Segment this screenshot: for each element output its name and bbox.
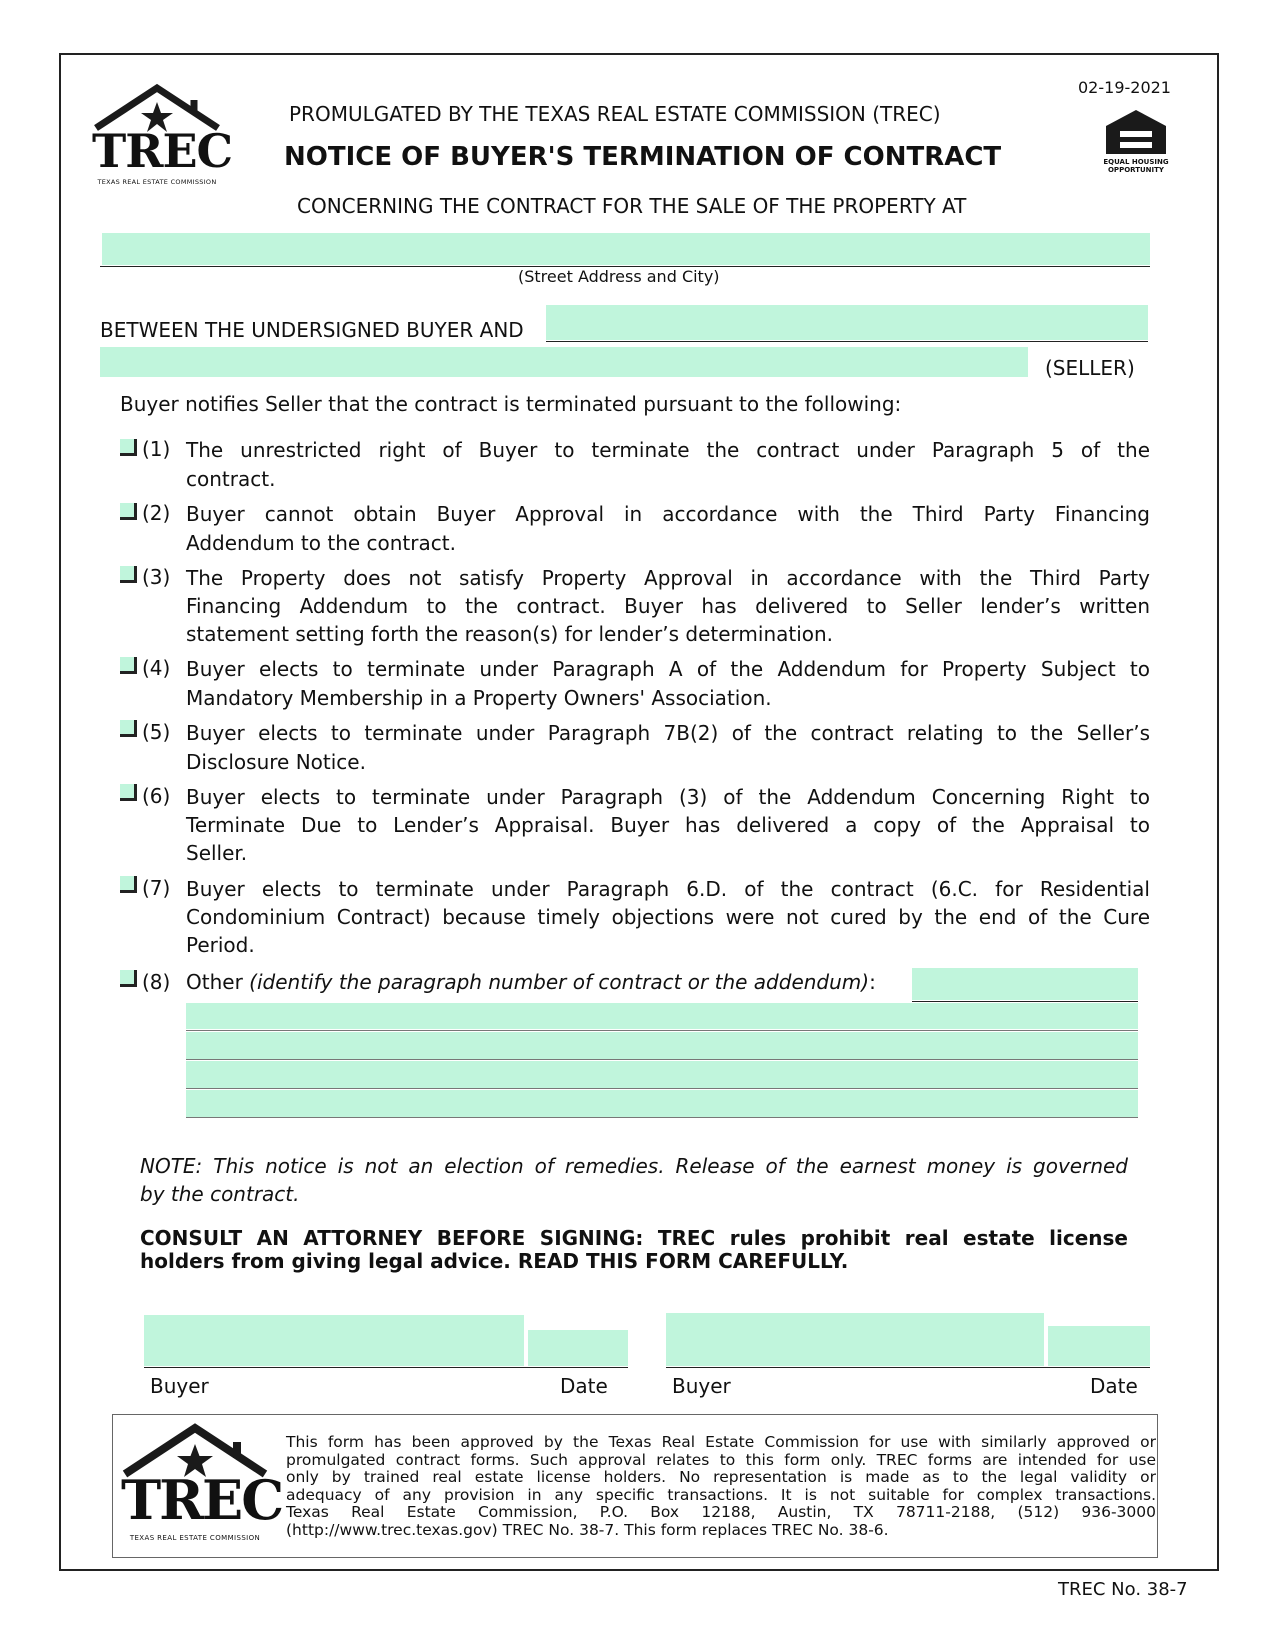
- option-7-line-2: Condominium Contract) because timely objections were not cured by the end of the Cure: [186, 905, 1150, 929]
- footer-disclaimer: [286, 1434, 1156, 1540]
- note-line-2: by the contract.: [140, 1182, 300, 1206]
- option-7-text: [186, 875, 1150, 959]
- option-2-text: [186, 500, 1150, 558]
- option-3-line-2: Financing Addendum to the contract. Buyer has delivered to Seller lender’s written: [186, 594, 1150, 618]
- seller-label: (SELLER): [1045, 356, 1135, 380]
- option-8-checkbox[interactable]: [120, 970, 137, 987]
- other-field-1[interactable]: [912, 968, 1138, 1000]
- option-6-line-1: Buyer elects to terminate under Paragraph (3) of the Addendum Concerning Right to: [186, 785, 1150, 809]
- option-2-line-1: Buyer cannot obtain Buyer Approval in accordance with the Third Party Financing: [186, 502, 1150, 526]
- option-1-line-1: The unrestricted right of Buyer to terminate the contract under Paragraph 5 of the: [186, 438, 1150, 462]
- logo-subtext: TEXAS REAL ESTATE COMMISSION: [97, 178, 217, 186]
- option-8-label-italic: (identify the paragraph number of contract or the addendum): [249, 970, 870, 994]
- option-7-line-1: Buyer elects to terminate under Paragraph 6.D. of the contract (6.C. for Residential: [186, 877, 1150, 901]
- other-field-4[interactable]: [186, 1061, 1138, 1088]
- seller-name-field-1[interactable]: [546, 305, 1148, 340]
- buyer-2-signature-field[interactable]: [666, 1313, 1044, 1366]
- option-1-text: [186, 436, 1150, 494]
- other-underline-3: [186, 1059, 1138, 1060]
- footer-logo-subtext: TEXAS REAL ESTATE COMMISSION: [129, 1534, 261, 1542]
- option-2-number: (2): [142, 501, 171, 525]
- consult-block: [140, 1227, 1128, 1273]
- other-field-3[interactable]: [186, 1032, 1138, 1059]
- option-4-number: (4): [142, 656, 171, 680]
- option-3-number: (3): [142, 565, 171, 589]
- footer-logo-text: TREC: [121, 1468, 283, 1532]
- option-3-line-3: statement setting forth the reason(s) for lender’s determination.: [186, 622, 834, 646]
- footer-line-1: This form has been approved by the Texas Real Estate Commission for use with similarly approved or: [286, 1433, 1156, 1451]
- buyer-2-date-field[interactable]: [1048, 1326, 1150, 1366]
- option-5-checkbox[interactable]: [120, 720, 137, 737]
- option-7-number: (7): [142, 876, 171, 900]
- note-line-1: NOTE: This notice is not an election of remedies. Release of the earnest money is governed: [140, 1154, 1128, 1178]
- other-field-5[interactable]: [186, 1090, 1138, 1117]
- page-title: NOTICE OF BUYER'S TERMINATION OF CONTRACT: [284, 142, 1002, 172]
- consult-line-2: holders from giving legal advice. READ THIS FORM CAREFULLY.: [140, 1249, 849, 1273]
- option-6-line-3: Seller.: [186, 841, 248, 865]
- logo-text: TREC: [92, 124, 233, 178]
- other-field-2[interactable]: [186, 1003, 1138, 1029]
- footer-line-2: promulgated contract forms. Such approval relates to this form only. TREC forms are intended for use: [286, 1450, 1156, 1469]
- option-6-line-2: Terminate Due to Lender’s Appraisal. Buyer has delivered a copy of the Appraisal to: [186, 813, 1150, 837]
- footer-line-5: Texas Real Estate Commission, P.O. Box 12188, Austin, TX 78711-2188, (512) 936-3000: [286, 1503, 1156, 1522]
- seller-name-underline-1: [546, 341, 1148, 342]
- buyer-2-label: Buyer: [672, 1374, 731, 1398]
- buyer-1-date-label: Date: [560, 1374, 608, 1398]
- other-underline-4: [186, 1088, 1138, 1089]
- option-4-text: [186, 655, 1150, 713]
- buyer-1-label: Buyer: [150, 1374, 209, 1398]
- property-address-field[interactable]: [102, 233, 1150, 265]
- option-5-number: (5): [142, 720, 171, 744]
- option-6-text: [186, 783, 1150, 867]
- form-number: TREC No. 38-7: [1058, 1579, 1188, 1600]
- option-5-line-1: Buyer elects to terminate under Paragraph 7B(2) of the contract relating to the Seller’s: [186, 721, 1150, 745]
- option-5-text: [186, 719, 1150, 777]
- option-5-line-2: Disclosure Notice.: [186, 750, 366, 774]
- option-3-text: [186, 564, 1150, 648]
- eho-line1: EQUAL HOUSING: [1103, 158, 1169, 166]
- buyer-1-signature-field[interactable]: [144, 1315, 524, 1366]
- option-7-checkbox[interactable]: [120, 876, 137, 893]
- other-underline-1: [912, 1001, 1138, 1002]
- option-6-checkbox[interactable]: [120, 784, 137, 801]
- promulgated-line: PROMULGATED BY THE TEXAS REAL ESTATE COMMISSION (TREC): [289, 102, 941, 126]
- equal-housing-logo: [1096, 106, 1176, 176]
- between-label: BETWEEN THE UNDERSIGNED BUYER AND: [100, 318, 524, 342]
- buyer-2-signature-line: [666, 1367, 1150, 1368]
- option-8-number: (8): [142, 970, 171, 994]
- version-date: 02-19-2021: [1078, 78, 1171, 97]
- option-8-label: [186, 970, 876, 994]
- option-1-line-2: contract.: [186, 467, 276, 491]
- option-4-line-2: Mandatory Membership in a Property Owners' Association.: [186, 686, 772, 710]
- option-7-line-3: Period.: [186, 933, 255, 957]
- other-underline-5: [186, 1117, 1138, 1118]
- seller-name-field-2[interactable]: [100, 347, 1028, 377]
- trec-logo: [92, 82, 233, 188]
- equal-housing-icon: [1096, 106, 1176, 156]
- buyer-1-date-field[interactable]: [528, 1330, 628, 1366]
- footer-trec-logo: [121, 1422, 283, 1548]
- option-1-checkbox[interactable]: [120, 439, 137, 456]
- option-8-colon: :: [869, 970, 876, 994]
- footer-line-6: (http://www.trec.texas.gov) TREC No. 38-7. This form replaces TREC No. 38-6.: [286, 1520, 889, 1539]
- intro-text: Buyer notifies Seller that the contract is terminated pursuant to the following:: [120, 392, 902, 416]
- buyer-1-signature-line: [144, 1367, 628, 1368]
- eho-line2: OPPORTUNITY: [1107, 166, 1164, 174]
- option-2-checkbox[interactable]: [120, 503, 137, 520]
- property-address-caption: (Street Address and City): [518, 267, 720, 286]
- footer-line-3: only by trained real estate license holders. No representation is made as to the legal validity or: [286, 1468, 1156, 1487]
- other-underline-2: [186, 1030, 1138, 1031]
- buyer-2-date-label: Date: [1090, 1374, 1138, 1398]
- option-3-checkbox[interactable]: [120, 566, 137, 583]
- option-4-checkbox[interactable]: [120, 657, 137, 674]
- option-3-line-1: The Property does not satisfy Property Approval in accordance with the Third Party: [186, 566, 1150, 590]
- option-8-label-text: Other: [186, 970, 250, 994]
- note-block: [140, 1152, 1128, 1208]
- footer-line-4: adequacy of any provision in any specific transactions. It is not suitable for complex transactions.: [286, 1485, 1156, 1504]
- option-6-number: (6): [142, 784, 171, 808]
- consult-line-1: CONSULT AN ATTORNEY BEFORE SIGNING: TREC rules prohibit real estate license: [140, 1226, 1128, 1250]
- option-2-line-2: Addendum to the contract.: [186, 531, 456, 555]
- option-1-number: (1): [142, 437, 171, 461]
- concerning-line: CONCERNING THE CONTRACT FOR THE SALE OF THE PROPERTY AT: [297, 194, 967, 218]
- option-4-line-1: Buyer elects to terminate under Paragraph A of the Addendum for Property Subject to: [186, 657, 1150, 681]
